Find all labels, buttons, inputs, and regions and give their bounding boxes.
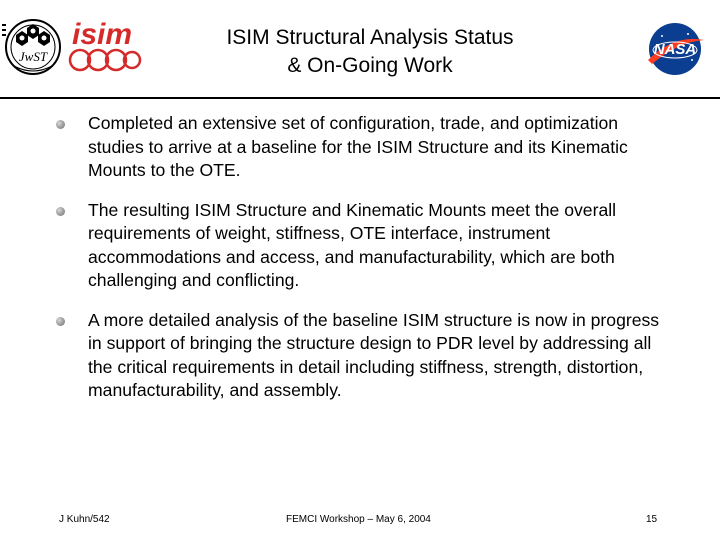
bullet-icon: [56, 317, 65, 326]
bullet-icon: [56, 207, 65, 216]
bullet-icon: [56, 120, 65, 129]
bullet-list: [52, 112, 672, 419]
bullet-text: Completed an extensive set of configuration, trade, and optimization studies to arrive at a baseline for the ISIM Structure and its Kinematic Mounts to the OTE.: [88, 113, 628, 180]
title-line-1: ISIM Structural Analysis Status: [226, 26, 514, 49]
jwst-logo: [2, 14, 64, 80]
svg-text:isim: isim: [72, 18, 133, 51]
slide-title: [180, 24, 560, 80]
footer-event: FEMCI Workshop – May 6, 2004: [286, 514, 431, 525]
bullet-item: [52, 199, 672, 293]
bullet-text: A more detailed analysis of the baseline ISIM structure is now in progress in support of bringing the structure design to PDR level by addressing all the critical requirements in detail including stiffness, strength, distortion, manufacturability, and assembly.: [88, 309, 660, 400]
header-divider: [0, 97, 720, 99]
bullet-item: [52, 309, 672, 403]
footer-page-number: 15: [646, 514, 658, 525]
bullet-text: The resulting ISIM Structure and Kinematic Mounts meet the overall requirements of weight, stiffness, OTE interface, instrument accommodations and access, and manufacturability, which are both challenging and conflicting.: [88, 199, 617, 290]
svg-text:NASA: NASA: [653, 41, 697, 58]
footer-author: J Kuhn/542: [59, 514, 110, 525]
bullet-item: [52, 112, 672, 183]
nasa-logo: [644, 20, 706, 78]
svg-text:JwST: JwST: [18, 49, 48, 64]
title-line-2: & On-Going Work: [287, 54, 453, 77]
isim-logo: [66, 16, 142, 78]
